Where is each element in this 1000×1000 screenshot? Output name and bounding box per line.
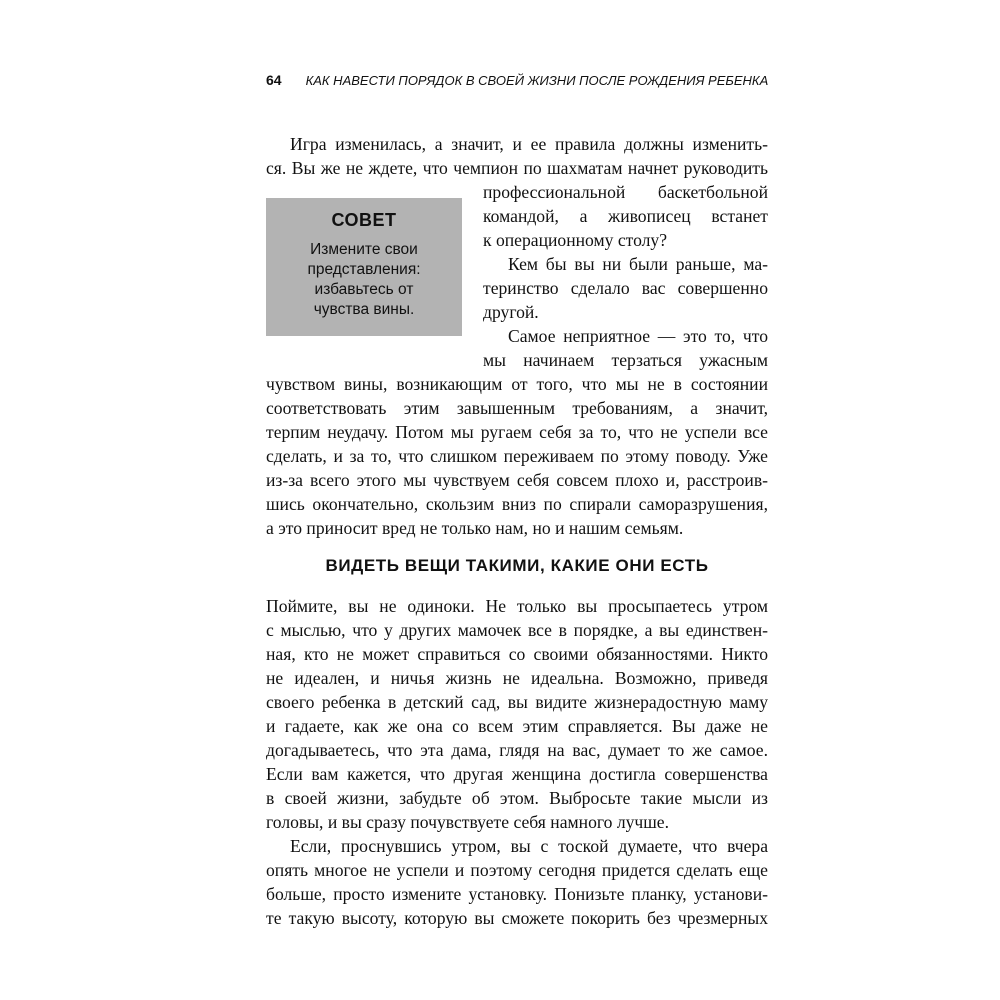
section-line: Если, проснувшись утром, вы с тоской думаете, что вчера xyxy=(290,836,768,856)
section-heading: ВИДЕТЬ ВЕЩИ ТАКИМИ, КАКИЕ ОНИ ЕСТЬ xyxy=(325,556,709,575)
body-line: к операционному столу? xyxy=(483,230,668,250)
body-line: сделать, и за то, что слишком переживаем по этому поводу. Уже xyxy=(266,446,768,466)
body-line: Кем бы вы ни были раньше, ма- xyxy=(508,254,768,274)
body-line: другой. xyxy=(483,302,539,322)
body-line: соответствовать этим завышенным требованиям, а значит, xyxy=(266,398,768,418)
section-line: своего ребенка в детский сад, вы видите жизнерадостную маму xyxy=(266,692,768,712)
body-line: ся. Вы же не ждете, что чемпион по шахматам начнет руководить xyxy=(266,158,768,178)
body-line: Игра изменилась, а значит, и ее правила должны изменить- xyxy=(290,134,768,154)
page-number: 64 xyxy=(266,72,282,88)
body-line: профессиональной баскетбольной xyxy=(483,182,768,202)
running-header xyxy=(266,72,768,88)
tip-title: СОВЕТ xyxy=(331,210,397,230)
tip-line: Измените свои xyxy=(310,241,418,258)
tip-box xyxy=(266,198,462,336)
section-line: не идеален, и ничья жизнь не идеальна. Возможно, приведя xyxy=(266,668,768,688)
body-line: командой, а живописец встанет xyxy=(483,206,768,226)
body-line: а это приносит вред не только нам, но и нашим семьям. xyxy=(266,518,684,538)
body-line: шись окончательно, скользим вниз по спирали саморазрушения, xyxy=(266,494,768,514)
section-line: опять многое не успели и поэтому сегодня придется сделать еще xyxy=(266,860,768,880)
body-line: Самое неприятное — это то, что xyxy=(508,326,768,346)
body-line: теринство сделало вас совершенно xyxy=(483,278,768,298)
body-line: терпим неудачу. Потом мы ругаем себя за то, что не успели все xyxy=(266,422,768,442)
tip-line: чувства вины. xyxy=(313,301,415,318)
section-line: и гадаете, как же она со всем этим справляется. Вы даже не xyxy=(266,716,768,736)
body-line: чувством вины, возникающим от того, что мы не в состоянии xyxy=(266,374,768,394)
section-line: Если вам кажется, что другая женщина достигла совершенства xyxy=(266,764,768,784)
section-line: те такую высоту, которую вы сможете покорить без чрезмерных xyxy=(266,908,768,928)
section-line: ная, кто не может справиться со своими обязанностями. Никто xyxy=(266,644,768,664)
section-line: в своей жизни, забудьте об этом. Выбросьте такие мысли из xyxy=(266,788,768,808)
section-line: с мыслью, что у других мамочек все в порядке, а вы единствен- xyxy=(266,620,768,640)
body-line: мы начинаем терзаться ужасным xyxy=(483,350,768,370)
body-line: из-за всего этого мы чувствуем себя совсем плохо и, расстроив- xyxy=(266,470,768,490)
section-line: больше, просто измените установку. Понизьте планку, установи- xyxy=(266,884,768,904)
section-line: головы, и вы сразу почувствуете себя намного лучше. xyxy=(266,812,670,832)
tip-line: представления: xyxy=(307,261,421,278)
running-title: КАК НАВЕСТИ ПОРЯДОК В СВОЕЙ ЖИЗНИ ПОСЛЕ РОЖДЕНИЯ РЕБЕНКА xyxy=(305,73,769,88)
section-line: догадываетесь, что эта дама, глядя на вас, думает то же самое. xyxy=(266,740,768,760)
section-line: Поймите, вы не одиноки. Не только вы просыпаетесь утром xyxy=(266,596,768,616)
tip-line: избавьтесь от xyxy=(314,281,414,298)
